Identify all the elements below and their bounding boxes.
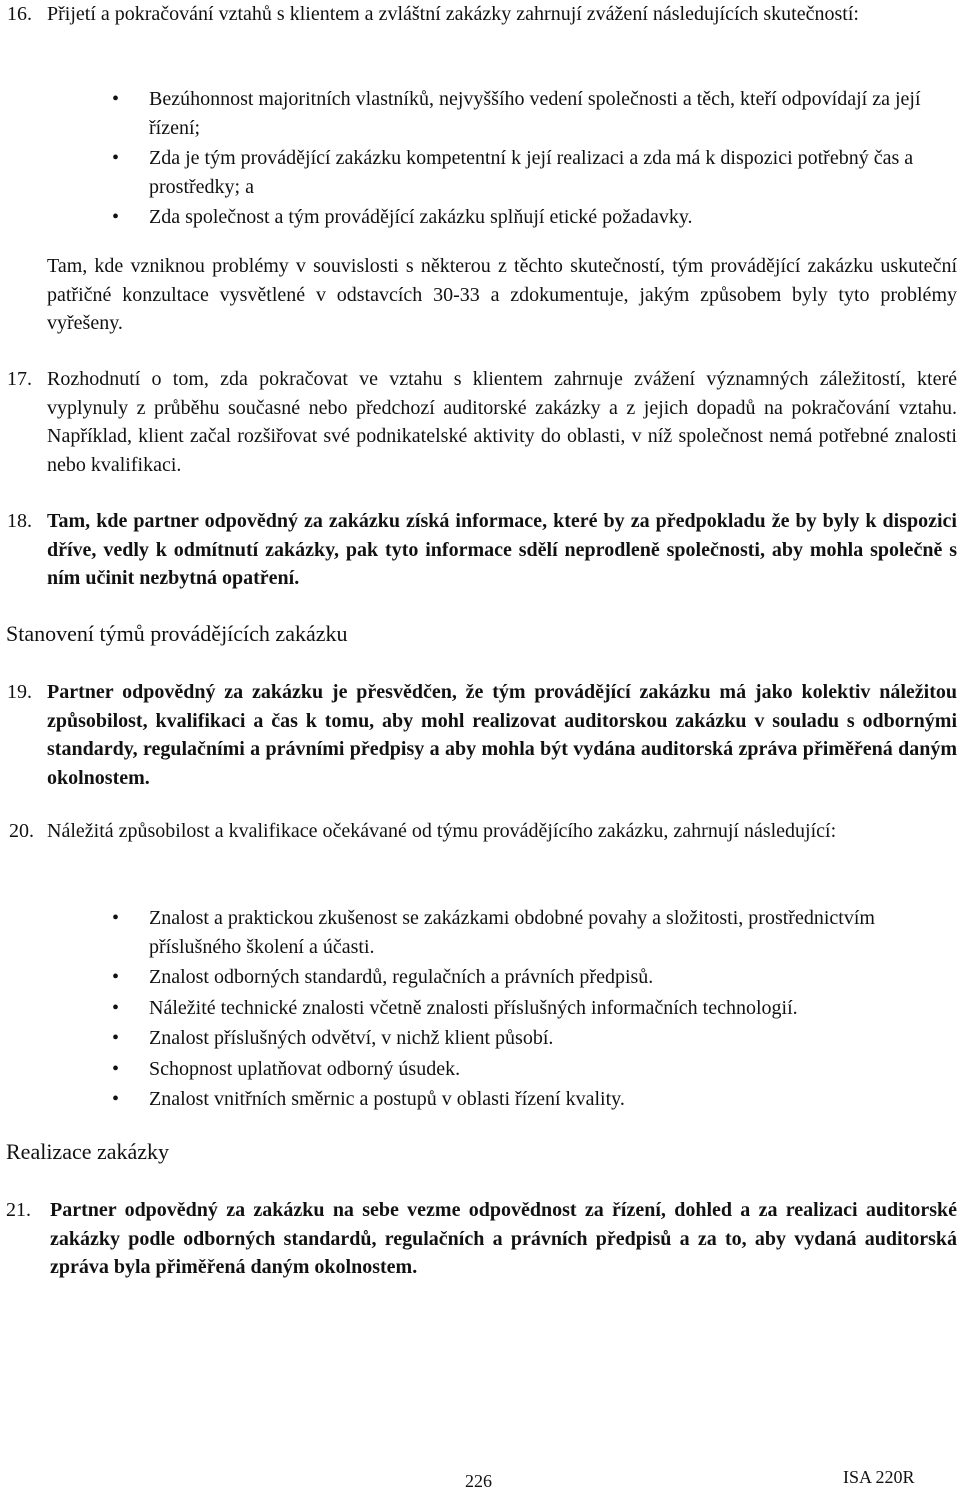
list-item: • Znalost a praktickou zkušenost se zakázkami obdobné povahy a složitosti, prostřednictvím příslušného školení a účasti. [149, 904, 954, 961]
paragraph-18 [7, 507, 957, 593]
paragraph-17 [7, 365, 957, 479]
bullet-list-16 [112, 85, 959, 234]
paragraph-number: 18. [7, 510, 32, 532]
bullet-icon: • [112, 1027, 120, 1049]
paragraph-number: 21. [6, 1199, 31, 1221]
paragraph-text: Náležitá způsobilost a kvalifikace očekávané od týmu provádějícího zakázku, zahrnují následující: [47, 820, 837, 842]
paragraph-text-a: Rozhodnutí o tom, zda pokračovat ve vztahu s klientem zahrnuje zvážení významných záležitostí, které vyplynuly z průběhu současné nebo předchozí auditorské zakázky a z jejich dopadů na pokračování vztahu. [47, 368, 957, 419]
bullet-icon: • [112, 996, 120, 1019]
paragraph-16-followup: Tam, kde vzniknou problémy v souvislosti s některou z těchto skutečností, tým provádějící zakázku uskuteční patřičné konzultace vysvětlené v odstavcích 30-33 a zdokumentuje, jakým způsobem byly tyto problémy vyřešeny. [47, 255, 957, 334]
page-number: 226 [465, 1471, 492, 1491]
list-item: • Znalost odborných standardů, regulačních a právních předpisů. [149, 963, 954, 992]
bullet-icon: • [112, 88, 120, 110]
paragraph-number: 17. [7, 368, 32, 390]
paragraph-text: Partner odpovědný za zakázku na sebe vezme odpovědnost za řízení, dohled a za realizaci auditorské zakázky podle odborných standardů, regulačních a právních předpisů a za to, aby vydaná auditorská zpráva byla přiměřená daným okolnostem. [50, 1199, 957, 1278]
document-code: ISA 220R [843, 1467, 915, 1487]
bullet-icon: • [112, 966, 120, 988]
paragraph-text: Přijetí a pokračování vztahů s klientem a zvláštní zakázky zahrnují zvážení následujících skutečností: [47, 3, 859, 25]
paragraph-number: 20. [9, 820, 34, 842]
bullet-icon: • [112, 206, 120, 228]
paragraph-number: 16. [7, 3, 32, 25]
list-item: • Zda je tým provádějící zakázku kompetentní k její realizaci a zda má k dispozici potřebný čas a prostředky; a [149, 144, 959, 201]
paragraph-number: 19. [7, 681, 32, 703]
paragraph-text: Partner odpovědný za zakázku je přesvědčen, že tým provádějící zakázku má jako kolektiv náležitou způsobilost, kvalifikaci a čas k tomu, aby mohl realizovat auditorskou zakázku v souladu s odbornými standardy, regulačními a právními předpisy a aby mohla být vydána auditorská zpráva přiměřená daným okolnostem. [47, 681, 957, 789]
list-item: • Schopnost uplatňovat odborný úsudek. [149, 1055, 954, 1084]
paragraph-21 [6, 1196, 957, 1282]
bullet-icon: • [112, 1088, 120, 1110]
paragraph-16 [7, 0, 952, 29]
list-item: • Znalost vnitřních směrnic a postupů v oblasti řízení kvality. [149, 1085, 954, 1114]
section-heading-realization: Realizace zakázky [6, 1139, 170, 1164]
bullet-list-20 [112, 904, 954, 1116]
paragraph-text-b: Například, klient začal rozšiřovat své podnikatelské aktivity do oblasti, v níž společnost nemá potřebné znalosti nebo kvalifikaci. [47, 425, 957, 476]
bullet-icon: • [112, 907, 120, 929]
list-item: • Náležité technické znalosti včetně znalosti příslušných informačních technologií. [149, 994, 954, 1023]
list-item: • Bezúhonnost majoritních vlastníků, nejvyššího vedení společnosti a těch, kteří odpovídají za její řízení; [149, 85, 959, 142]
bullet-icon: • [112, 147, 120, 169]
bullet-icon: • [112, 1057, 120, 1080]
list-item: • Zda společnost a tým provádějící zakázku splňují etické požadavky. [149, 203, 959, 232]
list-item: • Znalost příslušných odvětví, v nichž klient působí. [149, 1024, 954, 1053]
section-heading-teams: Stanovení týmů provádějících zakázku [6, 621, 348, 646]
paragraph-20 [9, 817, 907, 846]
paragraph-19 [7, 678, 957, 792]
paragraph-text: Tam, kde partner odpovědný za zakázku získá informace, které by za předpokladu že by byly k dispozici dříve, vedly k odmítnutí zakázky, pak tyto informace sdělí neprodleně společnosti, aby mohla společně s ním učinit nezbytná opatření. [47, 510, 957, 589]
